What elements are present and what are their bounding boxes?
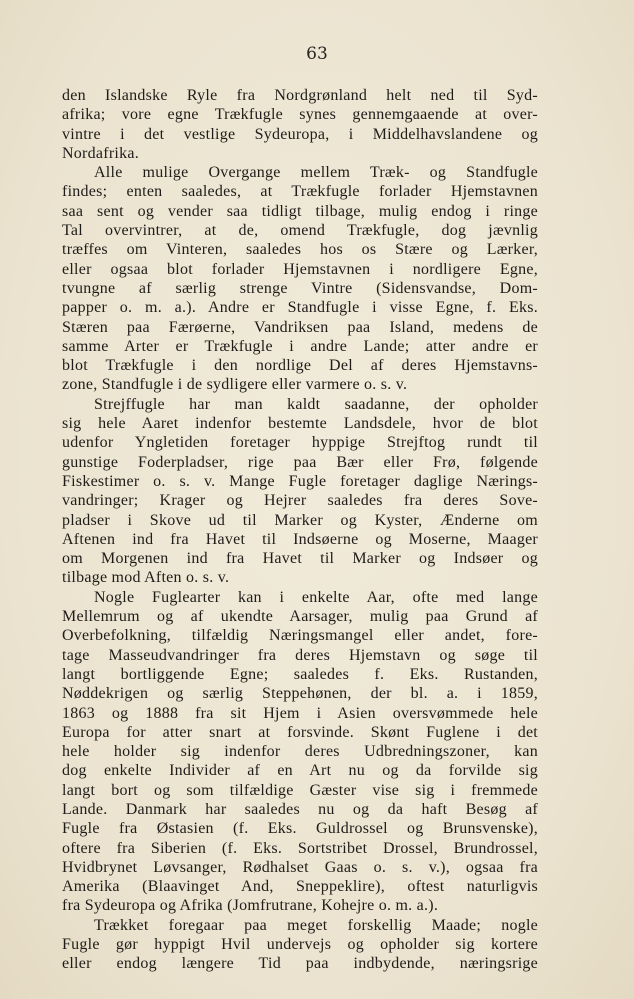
text-line: Nøddekrigen og særlig Steppehønen, der bl. a. i 1859,: [62, 685, 538, 703]
text-line: papper o. m. a.). Andre er Standfugle i visse Egne, f. Eks.: [62, 299, 538, 317]
text-line: vintre i det vestlige Sydeuropa, i Middelhavslandene og: [62, 125, 538, 143]
text-line: sig hele Aaret indenfor bestemte Landsdele, hvor de blot: [62, 415, 538, 433]
text-line: Fugle fra Østasien (f. Eks. Guldrossel og Brunsvenske),: [62, 820, 538, 838]
text-line: hele holder sig indenfor deres Udbredningszoner, kan: [62, 743, 538, 761]
text-line: zone, Standfugle i de sydligere eller varmere o. s. v.: [62, 376, 408, 394]
text-line: den Islandske Ryle fra Nordgrønland helt ned til Syd-: [62, 87, 538, 104]
text-line: Nordafrika.: [62, 144, 139, 162]
text-line: om Morgenen ind fra Havet til Marker og Indsøer og: [62, 550, 538, 568]
text-line: pladser i Skove ud til Marker og Kyster, Ænderne om: [62, 511, 538, 529]
text-line: Fiskestimer o. s. v. Mange Fugle foretager daglige Nærings-: [62, 472, 538, 490]
text-line: Aftenen ind fra Havet til Indsøerne og Moserne, Maager: [62, 530, 538, 548]
text-line: saa sent og vender saa tidligt tilbage, mulig endog i ringe: [62, 202, 538, 220]
text-line: Fugle gør hyppigt Hvil undervejs og opholder sig kortere: [62, 936, 538, 954]
text-line: Strejffugle har man kaldt saadanne, der opholder: [94, 395, 538, 413]
text-line: gunstige Foderpladser, rige paa Bær eller Frø, følgende: [62, 453, 538, 471]
text-line: eller endog længere Tid paa indbydende, næringsrige: [62, 955, 538, 973]
text-line: tage Masseudvandringer fra deres Hjemstavn og søge til: [62, 646, 538, 664]
body-text: [62, 86, 538, 974]
text-line: eller ogsaa blot forlader Hjemstavnen i nordligere Egne,: [62, 260, 538, 278]
text-line: Tal overvintrer, at de, omend Trækfugle, dog jævnlig: [62, 222, 538, 240]
text-line: tvungne af særlig strenge Vintre (Sidensvandse, Dom-: [62, 279, 538, 297]
text-line: fra Sydeuropa og Afrika (Jomfrutrane, Kohejre o. m. a.).: [62, 897, 439, 915]
text-line: Overbefolkning, tilfældig Næringsmangel eller andet, fore-: [62, 627, 538, 645]
text-line: Lande. Danmark har saaledes nu og da haft Besøg af: [62, 800, 538, 818]
text-line: dog enkelte Individer af en Art nu og da forvilde sig: [62, 762, 538, 780]
text-line: 1863 og 1888 fra sit Hjem i Asien oversvømmede hele: [62, 704, 538, 722]
text-line: langt bortliggende Egne; saaledes f. Eks. Rustanden,: [62, 665, 538, 683]
text-line: Hvidbrynet Løvsanger, Rødhalset Gaas o. s. v.), ogsaa fra: [62, 858, 538, 876]
text-line: Mellemrum og af ukendte Aarsager, mulig paa Grund af: [62, 608, 538, 626]
text-line: afrika; vore egne Trækfugle synes gennemgaaende at over-: [62, 106, 538, 124]
text-line: langt bort og som tilfældige Gæster vise sig i fremmede: [62, 781, 538, 799]
page-number: 63: [306, 44, 328, 64]
text-line: Trækket foregaar paa meget forskellig Maade; nogle: [94, 916, 538, 934]
text-line: oftere fra Siberien (f. Eks. Sortstribet Drossel, Brundrossel,: [62, 839, 538, 857]
text-line: tilbage mod Aften o. s. v.: [62, 569, 230, 587]
text-line: Amerika (Blaavinget And, Sneppeklire), oftest naturligvis: [62, 878, 538, 896]
text-line: samme Arter er Trækfugle i andre Lande; atter andre er: [62, 337, 538, 355]
text-line: Alle mulige Overgange mellem Træk- og Standfugle: [94, 164, 538, 182]
text-line: blot Trækfugle i den nordlige Del af deres Hjemstavns-: [62, 357, 538, 375]
text-line: Stæren paa Færøerne, Vandriksen paa Island, medens de: [62, 318, 538, 336]
text-line: vandringer; Krager og Hejrer saaledes fra deres Sove-: [62, 492, 538, 510]
text-line: Europa for atter snart at forsvinde. Skønt Fuglene i det: [62, 723, 538, 741]
text-line: udenfor Yngletiden foretager hyppige Strejftog rundt til: [62, 434, 538, 452]
text-line: findes; enten saaledes, at Trækfugle forlader Hjemstavnen: [62, 183, 538, 201]
text-line: Nogle Fuglearter kan i enkelte Aar, ofte med lange: [94, 588, 538, 606]
text-line: træffes om Vinteren, saaledes hos os Stære og Lærker,: [62, 241, 538, 259]
